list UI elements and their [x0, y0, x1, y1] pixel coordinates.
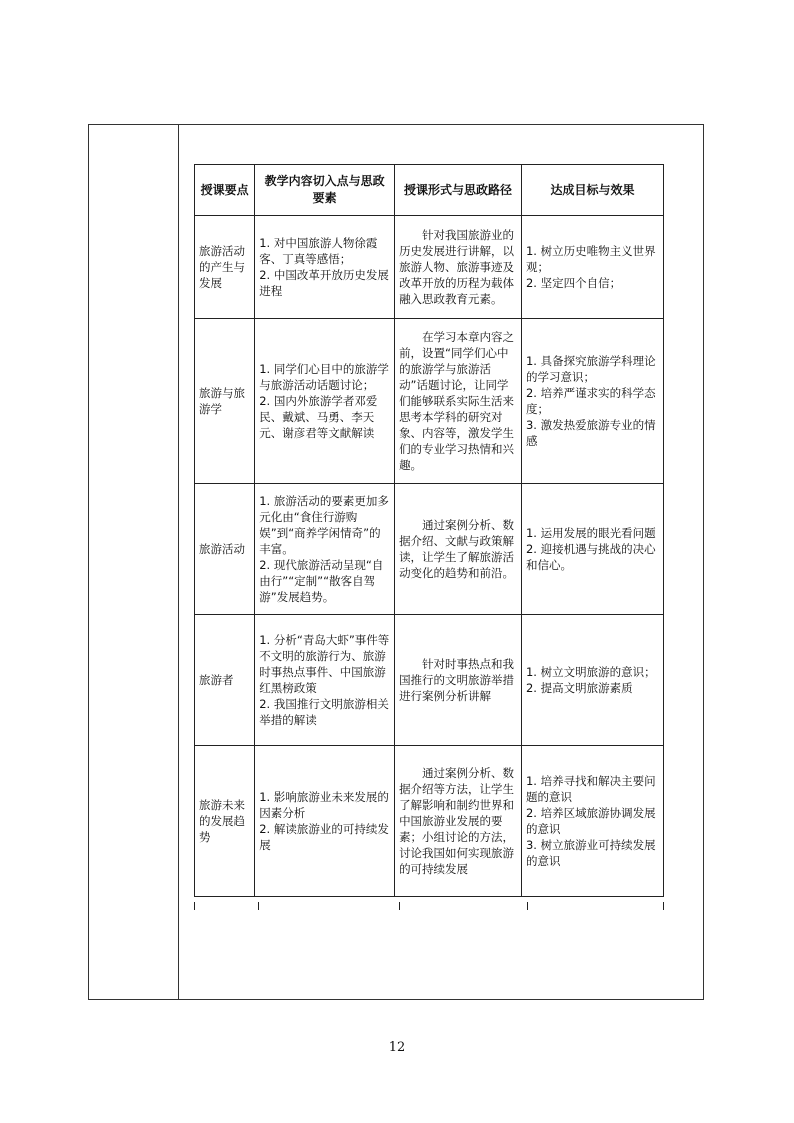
- cell-goal: [521, 319, 663, 484]
- goal-line: 2. 迎接机遇与挑战的决心和信心。: [525, 542, 656, 572]
- table-header-row: [195, 165, 664, 216]
- content-line: 2. 我国推行文明旅游相关举措的解读: [259, 697, 389, 727]
- cell-content: [255, 484, 395, 615]
- content-line: 1. 分析“青岛大虾”事件等不文明的旅游行为、旅游时事热点事件、中国旅游红黑榜政策: [259, 633, 390, 695]
- continuation-line: [194, 902, 195, 910]
- teaching-plan-table: [194, 164, 664, 897]
- table-row: [195, 746, 664, 897]
- cell-content: [255, 615, 395, 746]
- goal-line: 2. 培养区域旅游协调发展的意识: [525, 806, 656, 836]
- cell-content: [255, 746, 395, 897]
- cell-point: 旅游活动的产生与发展: [195, 216, 255, 319]
- page-number: 12: [388, 1040, 406, 1055]
- content-line: 1. 影响旅游业未来发展的因素分析: [259, 790, 389, 820]
- goal-line: 3. 树立旅游业可持续发展的意识: [525, 838, 656, 868]
- continuation-line: [663, 902, 664, 910]
- outer-column-divider: [178, 125, 179, 999]
- table-continuation-lines: [194, 902, 664, 910]
- continuation-line: [258, 902, 259, 910]
- header-form: 授课形式与思政路径: [395, 165, 522, 216]
- continuation-line: [527, 902, 528, 910]
- goal-line: 1. 树立文明旅游的意识；: [525, 665, 656, 679]
- content-line: 1. 同学们心目中的旅游学与旅游活动话题讨论；: [259, 362, 389, 392]
- cell-form: 在学习本章内容之前，设置“同学们心中的旅游学与旅游活动”话题讨论，让同学们能够联系实际生活来思考本学科的研究对象、内容等，激发学生们的专业学习热情和兴趣。: [395, 319, 522, 484]
- cell-goal: [521, 216, 663, 319]
- cell-form: 通过案例分析、数据介绍等方法，让学生了解影响和制约世界和中国旅游业发展的要素；小组讨论的方法，讨论我国如何实现旅游的可持续发展: [395, 746, 522, 897]
- cell-form: 针对时事热点和我国推行的文明旅游举措进行案例分析讲解: [395, 615, 522, 746]
- cell-point: 旅游与旅游学: [195, 319, 255, 484]
- table-row: [195, 319, 664, 484]
- cell-goal: [521, 615, 663, 746]
- header-goal: 达成目标与效果: [521, 165, 663, 216]
- cell-content: [255, 216, 395, 319]
- goal-line: 1. 运用发展的眼光看问题: [525, 526, 656, 540]
- content-line: 2. 中国改革开放历史发展进程: [259, 268, 389, 298]
- content-line: 2. 国内外旅游学者邓爱民、戴斌、马勇、李天元、谢彦君等文献解读: [259, 394, 378, 440]
- cell-point: 旅游活动: [195, 484, 255, 615]
- content-line: 1. 旅游活动的要素更加多元化由“食住行游购娱”到“商养学闲情奇”的丰富。: [259, 494, 389, 556]
- goal-line: 3. 激发热爱旅游专业的情感: [525, 418, 656, 448]
- cell-form: 针对我国旅游业的历史发展进行讲解，以旅游人物、旅游事迹及改革开放的历程为载体融入思政教育元素。: [395, 216, 522, 319]
- header-point: 授课要点: [195, 165, 255, 216]
- table-row: [195, 484, 664, 615]
- goal-line: 1. 培养寻找和解决主要问题的意识: [525, 774, 656, 804]
- cell-point: 旅游未来的发展趋势: [195, 746, 255, 897]
- header-content: 教学内容切入点与思政要素: [255, 165, 395, 216]
- goal-line: 2. 提高文明旅游素质: [525, 681, 633, 695]
- continuation-line: [399, 902, 400, 910]
- goal-line: 1. 树立历史唯物主义世界观；: [525, 244, 656, 274]
- table-row: [195, 216, 664, 319]
- goal-line: 1. 具备探究旅游学科理论的学习意识；: [525, 354, 656, 384]
- content-line: 2. 解读旅游业的可持续发展: [259, 822, 389, 852]
- content-line: 2. 现代旅游活动呈现“自由行”“定制”“散客自驾游”发展趋势。: [259, 558, 384, 604]
- table-row: [195, 615, 664, 746]
- cell-point: 旅游者: [195, 615, 255, 746]
- cell-content: [255, 319, 395, 484]
- cell-goal: [521, 746, 663, 897]
- goal-line: 2. 培养严谨求实的科学态度；: [525, 386, 656, 416]
- goal-line: 2. 坚定四个自信；: [525, 276, 622, 290]
- cell-goal: [521, 484, 663, 615]
- cell-form: 通过案例分析、数据介绍、文献与政策解读，让学生了解旅游活动变化的趋势和前沿。: [395, 484, 522, 615]
- content-line: 1. 对中国旅游人物徐霞客、丁真等感悟；: [259, 236, 378, 266]
